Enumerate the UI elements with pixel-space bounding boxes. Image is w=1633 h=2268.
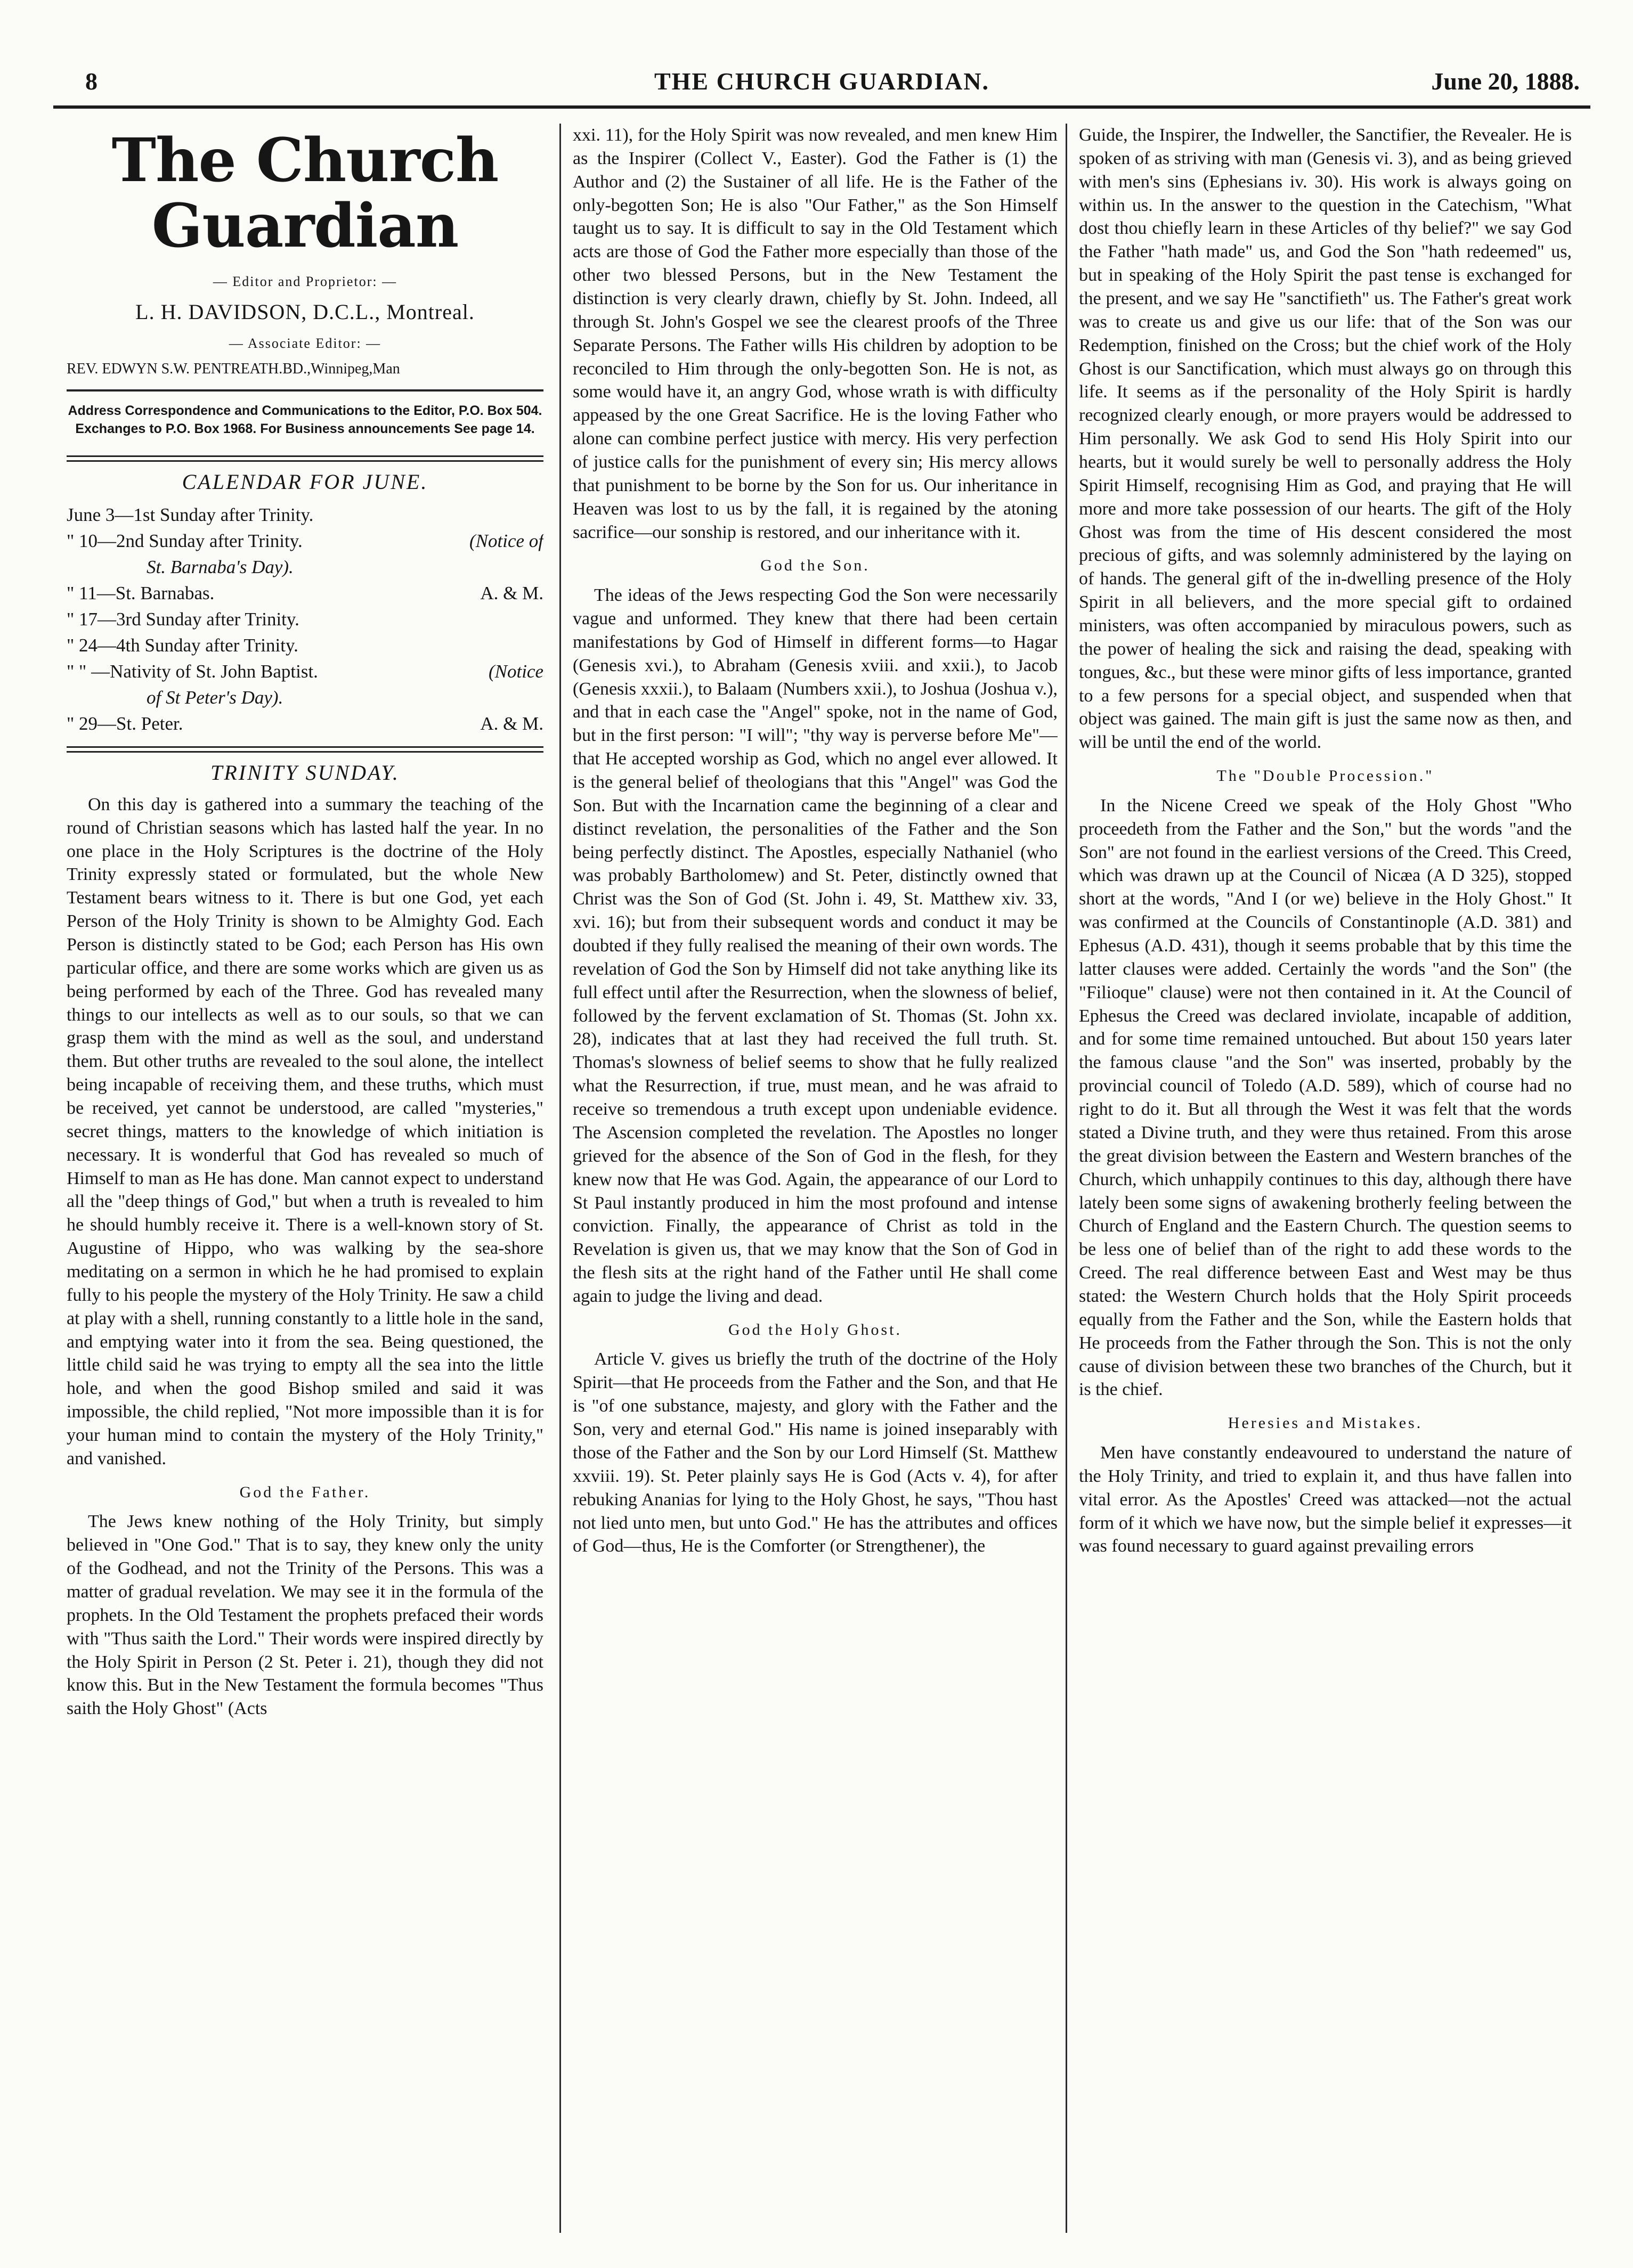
column-rule (1066, 124, 1067, 2233)
subhead-heresies-and-mistakes: Heresies and Mistakes. (1228, 1414, 1423, 1432)
editor-label: — Editor and Proprietor: — (213, 274, 397, 290)
nameplate-title: The Church Guardian (111, 126, 499, 262)
column-rule (559, 124, 561, 2233)
column-2 (573, 124, 1058, 2233)
masthead: THE CHURCH GUARDIAN. (654, 68, 990, 95)
article-text (1079, 124, 1572, 754)
calendar-row (67, 554, 543, 580)
calendar-note: (Notice (488, 661, 543, 682)
paragraph: Guide, the Inspirer, the Indweller, the Sanctifier, the Revealer. He is spoken of as striving with man (Genesis vi. 3), and as being grieved with men's sins (Ephesians iv. 30). His work is always going on within us. In the answer to the question in the Catechism, "What dost thou chiefly learn in these Articles of thy belief?" we say God the Father "hath made" us, and God the Son "hath redeemed" us, but in speaking of the Holy Spirit the past tense is exchanged for the present, and we say He "sanctifieth" us. The Father's great work was to create us and give us our life: that of the Son was our Redemption, finished on the Cross; but the chief work of the Holy Ghost is our Sanctification, which must always go on through this life. It seems as if the personality of the Holy Spirit is hardly recognized clearly enough, or more prayers would be addressed to Him personally. We ask God to send His Holy Spirit into our hearts, but it would surely be well to personally address the Holy Spirit Himself, recognising Him as God, and praying that He will more and more take possession of our hearts. The gift of the Holy Ghost was from the time of His descent considered the most precious of gifts, and was solemnly administered by the laying on of hands. The general gift of the in-dwelling presence of the Holy Spirit in all believers, and the more special gift to ordained ministers, was often accompanied by miraculous powers, such as the power of healing the sick and raising the dead, speaking with tongues, &c., but these were minor gifts of less importance, granted to a few persons for a special object, and suspended when that object was gained. The main gift is just the same now as then, and will be until the end of the world. (1079, 125, 1572, 753)
subhead-god-the-son: God the Son. (760, 557, 870, 575)
issue-date: June 20, 1888. (1431, 68, 1580, 95)
section-text (1079, 794, 1572, 1401)
calendar-entry: " 10—2nd Sunday after Trinity. (67, 531, 303, 552)
calendar-list (67, 502, 543, 737)
column-3 (1079, 124, 1572, 2233)
calendar-title: CALENDAR FOR JUNE. (182, 469, 428, 494)
article-text (67, 793, 543, 1471)
editor-name: L. H. DAVIDSON, D.C.L., Montreal. (135, 299, 475, 324)
paragraph: The ideas of the Jews respecting God the Son were necessarily vague and unformed. They knew that there had been certain manifestations by God of Himself in different forms—to Hagar (Genesis xvi.), to Abraham (Genesis xviii. and xxii.), to Jacob (Genesis xxxii.), to Balaam (Numbers xxii.), to Joshua (Joshua v.), and that in each case the "Angel" spoke, not in the name of God, but in the first person: "I will"; "thy way is perverse before Me"—that He accepted worship as God, which no angel ever allowed. It is the general belief of theologians that this "Angel" was God the Son. But with the Incarnation came the beginning of a clear and distinct revelation, the personalities of the Father and the Son being perfectly distinct. The Apostles, especially Nathaniel (who was probably Bartholomew) and St. Peter, distinctly owned that Christ was the Son of God (St. John i. 49, St. Matthew xiv. 33, xvi. 16); but from their subsequent words and conduct it may be doubted if they fully realised the meaning of their own words. The revelation of God the Son by Himself did not take anything like its full effect until after the Resurrection, when the slowness of belief, followed by the fervent exclamation of St. Thomas (St. John xx. 28), indicates that at last they had received the full truth. St. Thomas's slowness of belief seems to show that he fully realized what the Resurrection, if true, must mean, and he was afraid to receive so tremendous a truth except upon undeniable evidence. The Ascension completed the revelation. The Apostles no longer grieved for the absence of the Son of God in the flesh, for they knew now that He was God. Again, the appearance of our Lord to St Paul instantly produced in him the most profound and intense conviction. Finally, the appearance of Christ as told in the Revelation is given us, that we may know that the Son of God in the flesh sits at the right hand of the Father until He shall come again to judge the living and dead. (573, 585, 1058, 1306)
paragraph: On this day is gathered into a summary the teaching of the round of Christian seasons which has lasted half the year. In no one place in the Holy Scriptures is the doctrine of the Holy Trinity expressly stated or formulated, but the whole New Testament bears witness to it. There is but one God, yet each Person of the Holy Trinity is shown to be Almighty God. Each Person is distinctly stated to be God; each Person has His own particular office, and there are some works which are given us as being performed by each of the Three. God has revealed many things to our intellects as well as to our souls, so that we can grasp them with the mind as well as the soul, and understand them. But other truths are revealed to the soul alone, the intellect being incapable of receiving them, and these truths, which must be received, yet cannot be understood, are called "mysteries," secret things, matters to the knowledge of which initiation is necessary. It is wonderful that God has revealed so much of Himself to man as He has done. Man cannot expect to understand all the "deep things of God," but when a truth is revealed to him he should humbly receive it. There is a well-known story of St. Augustine of Hippo, who was walking by the sea-shore meditating on a sermon in which he he had promised to explain fully to his people the mystery of the Holy Trinity. He saw a child at play with a shell, running constantly to a little hole in the sand, and emptying water into it from the sea. Being questioned, the little child said he was trying to empty all the sea into the little hole, and when the good Bishop smiled and said it was impossible, the child replied, "Not more impossible than it is for your human mind to contain the mystery of the Holy Trinity," and vanished. (67, 794, 543, 1469)
article-title: TRINITY SUNDAY. (210, 761, 400, 785)
calendar-row (67, 606, 543, 632)
section-text (67, 1510, 543, 1720)
correspondence-notice: Address Correspondence and Communications to the Editor, P.O. Box 504. Exchanges to P.O. Box 1968. For Business announcements See page 14. (67, 389, 543, 438)
calendar-row (67, 528, 543, 554)
paragraph: xxi. 11), for the Holy Spirit was now revealed, and men knew Him as the Inspirer (Collect V., Easter). God the Father is (1) the Author and (2) the Sustainer of all life. He is the Father of the only-begotten Son; He is also "Our Father," as the Son Himself taught us to say. It is difficult to say in the Old Testament which acts are those of God the Father more especially than those of the other two blessed Persons, but in the New Testament the distinction is very clearly drawn, chiefly by St. John. Indeed, all through St. John's Gospel we see the clearest proofs of the Three Separate Persons. The Father wills His children by adoption to be reconciled to Him through the only-begotten Son. He is not, as some would have it, an angry God, whose wrath is with difficulty appeased by the one Great Sacrifice. He is the loving Father who alone can combine perfect justice with mercy. His very perfection of justice calls for the punishment of every sin; His mercy allows that punishment to be borne by the Son for us. Our inheritance in Heaven was lost to us by the fall, it is regained by the atoning sacrifice—our sonship is restored, and our inheritance with it. (573, 125, 1058, 542)
calendar-row (67, 580, 543, 606)
paragraph: In the Nicene Creed we speak of the Holy Ghost "Who proceedeth from the Father and the Son," but the words "and the Son" are not found in the earliest versions of the Creed. This Creed, which was drawn up at the Council of Nicæa (A D 325), stopped short at the words, "And I (or we) believe in the Holy Ghost." It was confirmed at the Councils of Constantinople (A.D. 381) and Ephesus (A.D. 431), though it seems probable that by this time the latter clauses were added. Certainly the words "and the Son" (the "Filioque" clause) were not then contained in it. At the Council of Ephesus the Creed was declared inviolate, incapable of addition, and for some time remained untouched. But about 150 years later the famous clause "and the Son" was inserted, probably by the provincial council of Toledo (A.D. 589), which of course had no right to do it. But all through the West it was felt that the words stated a Divine truth, and they were thus retained. From this arose the great division between the Eastern and Western branches of the Church, which unhappily continues to this day, although there have lately been some signs of awakening brotherly feeling between the Church of England and the Eastern Church. The question seems to be less one of belief than of the right to add these words to the Creed. The real difference between East and West may be thus stated: the Western Church holds that the Holy Spirit proceeds equally from the Father and the Son, while the Eastern holds that He proceeds from the Father through the Son. This is not the only cause of division between these two branches of the Church, but it is the chief. (1079, 795, 1572, 1400)
calendar-entry: St. Barnaba's Day). (147, 557, 294, 578)
associate-editor: REV. EDWYN S.W. PENTREATH.BD.,Winnipeg,Man (67, 361, 400, 378)
associate-label: — Associate Editor: — (229, 335, 381, 351)
calendar-row (67, 711, 543, 737)
paragraph: Men have constantly endeavoured to understand the nature of the Holy Trinity, and tried to explain it, and thus have fallen into vital error. As the Apostles' Creed was attacked—not the actual form of it which we have now, but the simple belief it expresses—it was found necessary to guard against prevailing errors (1079, 1442, 1572, 1556)
section-text (573, 1348, 1058, 1558)
subhead-god-the-holy-ghost: God the Holy Ghost. (728, 1320, 902, 1339)
calendar-row (67, 684, 543, 711)
calendar-note: A. & M. (480, 583, 543, 604)
paragraph: Article V. gives us briefly the truth of the doctrine of the Holy Spirit—that He proceeds from the Father and the Son, and that He is "of one substance, majesty, and glory with the Father and the Son, very and eternal God." His name is joined inseparably with those of the Father and the Son by our Lord Himself (St. Matthew xxviii. 19). St. Peter plainly says He is God (Acts v. 4), for after rebuking Ananias for lying to the Holy Ghost, he says, "Thou hast not lied unto men, but unto God." He has the attributes and offices of God—thus, He is the Comforter (or Strengthener), the (573, 1349, 1058, 1556)
column-1 (67, 124, 543, 2233)
calendar-note: (Notice of (469, 531, 543, 552)
calendar-note: A. & M. (480, 713, 543, 735)
double-rule (67, 455, 543, 462)
calendar-entry: " " —Nativity of St. John Baptist. (67, 661, 318, 682)
calendar-entry: " 11—St. Barnabas. (67, 583, 215, 604)
calendar-entry: " 17—3rd Sunday after Trinity. (67, 609, 299, 630)
calendar-row (67, 632, 543, 658)
page-number: 8 (85, 68, 98, 95)
subhead-double-procession: The "Double Procession." (1216, 767, 1434, 785)
paragraph: The Jews knew nothing of the Holy Trinity, but simply believed in "One God." That is to say, they knew only the unity of the Godhead, and not the Trinity of the Persons. This was a matter of gradual revelation. We may see it in the formula of the prophets. In the Old Testament the prophets prefaced their words with "Thus saith the Lord." Their words were inspired directly by the Holy Spirit in Person (2 St. Peter i. 21), though they did not know this. But in the New Testament the formula becomes "Thus saith the Holy Ghost" (Acts (67, 1512, 543, 1719)
article-text (573, 124, 1058, 544)
calendar-row (67, 658, 543, 684)
calendar-entry: June 3—1st Sunday after Trinity. (67, 504, 314, 526)
subhead-god-the-father: God the Father. (239, 1483, 371, 1501)
section-text (573, 584, 1058, 1308)
calendar-entry: " 29—St. Peter. (67, 713, 183, 735)
calendar-entry: of St Peter's Day). (147, 687, 283, 708)
running-header (53, 63, 1590, 109)
calendar-entry: " 24—4th Sunday after Trinity. (67, 635, 298, 656)
section-text (1079, 1441, 1572, 1558)
double-rule (67, 746, 543, 753)
calendar-row (67, 502, 543, 528)
